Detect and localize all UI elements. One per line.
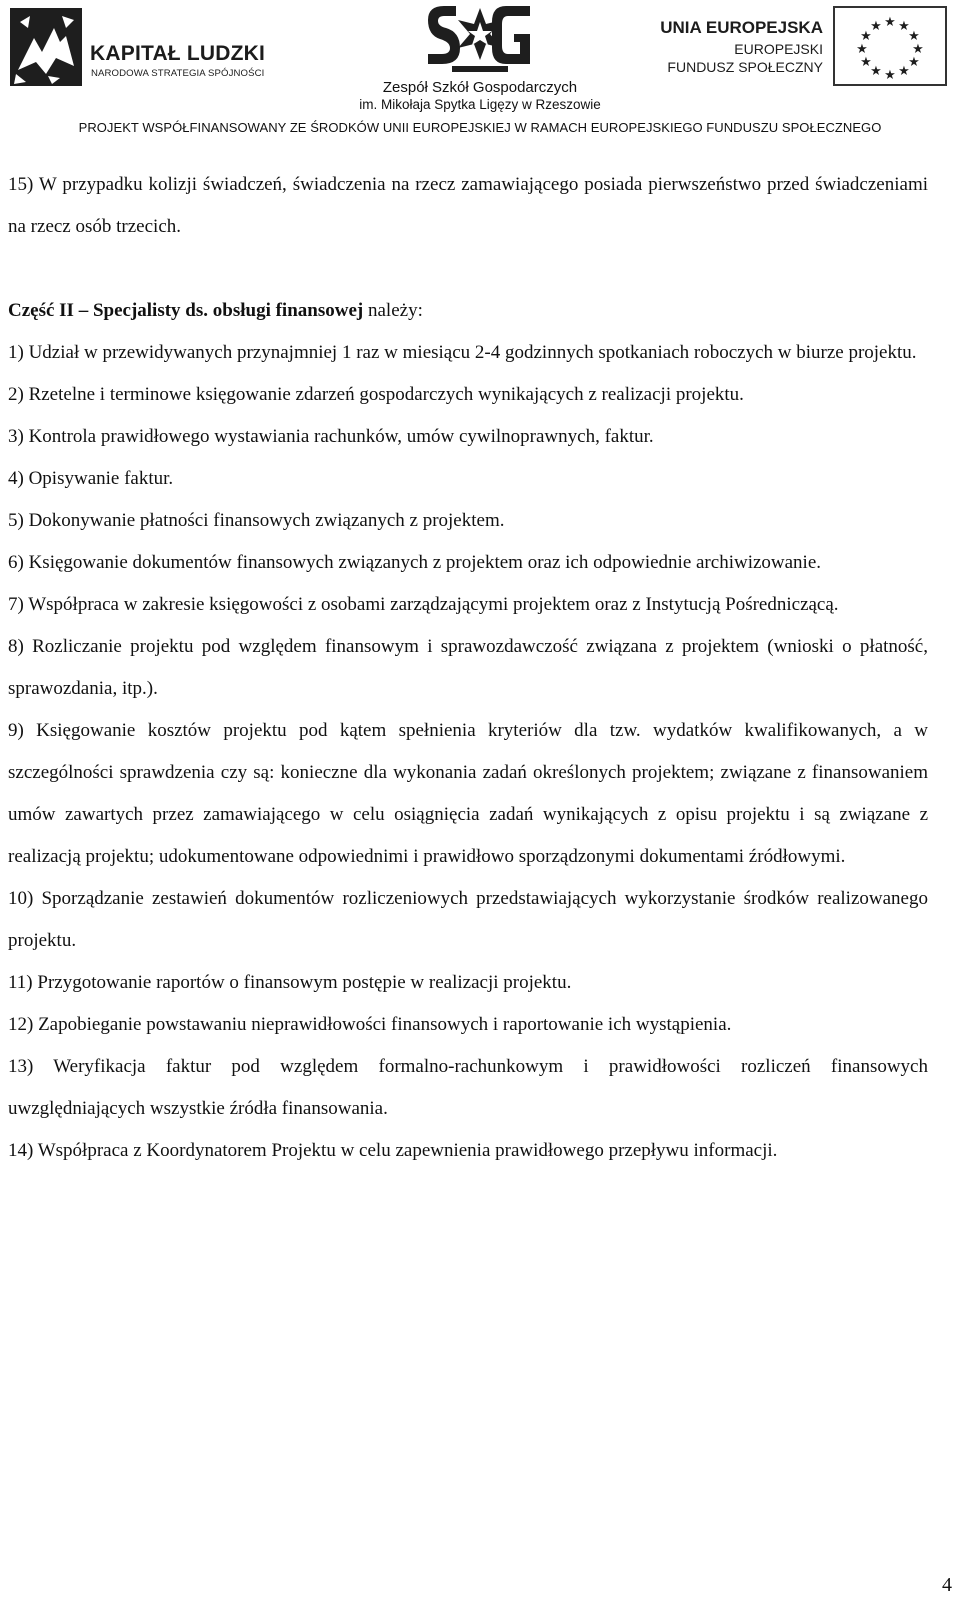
task-item-13: 13) Weryfikacja faktur pod względem formalno-rachunkowym i prawidłowości rozliczeń finansowych uwzględniających wszystkie źródła finansowania. xyxy=(8,1056,928,1119)
svg-text:★: ★ xyxy=(870,64,882,79)
kapital-ludzki-title: KAPITAŁ LUDZKI xyxy=(90,42,266,65)
document-body xyxy=(8,164,928,1172)
svg-text:★: ★ xyxy=(860,29,872,44)
section-heading-bold: Część II – Specjalisty ds. obsługi finansowej xyxy=(8,300,364,321)
task-item-9: 9) Księgowanie kosztów projektu pod kątem spełnienia kryteriów dla tzw. wydatków kwalifikowanych, a w szczególności sprawdzenia czy są: konieczne dla wykonania zadań określonych projektem; związane z finansowaniem umów zawartych przez zamawiającego w celu osiągnięcia zadań wynikających z opisu projektu i są związane z realizacją projektu; udokumentowane odpowiednimi i prawidłowo sporządzonymi dokumentami źródłowymi. xyxy=(8,720,928,867)
eu-flag-icon xyxy=(833,6,947,86)
kapital-ludzki-subtitle: NARODOWA STRATEGIA SPÓJNOŚCI xyxy=(91,68,265,79)
item-15: 15) W przypadku kolizji świadczeń, świadczenia na rzecz zamawiającego posiada pierwszeństwo przed świadczeniami na rzecz osób trzecich. xyxy=(8,174,928,237)
task-item-1: 1) Udział w przewidywanych przynajmniej 1 raz w miesiącu 2-4 godzinnych spotkaniach roboczych w biurze projektu. xyxy=(8,342,917,363)
paragraph-gap xyxy=(8,248,928,290)
school-name: Zespół Szkół Gospodarczych xyxy=(382,79,578,96)
svg-text:★: ★ xyxy=(870,19,882,34)
project-funding-line: PROJEKT WSPÓŁFINANSOWANY ZE ŚRODKÓW UNII EUROPEJSKIEJ W RAMACH EUROPEJSKIEGO FUNDUSZU SPOŁECZNEGO xyxy=(78,120,882,135)
page-header xyxy=(0,0,960,140)
svg-text:★: ★ xyxy=(856,42,868,57)
eu-logo xyxy=(628,6,953,86)
svg-text:★: ★ xyxy=(908,55,920,70)
eu-fund-label-1: EUROPEJSKI xyxy=(734,41,823,57)
eu-union-label: UNIA EUROPEJSKA xyxy=(660,18,823,37)
section-heading-rest: należy: xyxy=(363,300,423,321)
svg-text:★: ★ xyxy=(860,55,872,70)
svg-text:★: ★ xyxy=(908,29,920,44)
task-item-8: 8) Rozliczanie projektu pod względem finansowym i sprawozdawczość związana z projektem (wnioski o płatność, sprawozdania, itp.). xyxy=(8,636,928,699)
task-item-3: 3) Kontrola prawidłowego wystawiania rachunków, umów cywilnoprawnych, faktur. xyxy=(8,426,654,447)
kapital-ludzki-logo xyxy=(8,8,308,88)
svg-text:★: ★ xyxy=(884,15,896,30)
school-emblem-icon xyxy=(422,2,538,76)
task-item-5: 5) Dokonywanie płatności finansowych związanych z projektem. xyxy=(8,510,505,531)
task-item-6: 6) Księgowanie dokumentów finansowych związanych z projektem oraz ich odpowiednie archiwizowanie. xyxy=(8,552,822,573)
task-item-10: 10) Sporządzanie zestawień dokumentów rozliczeniowych przedstawiających wykorzystanie środków realizowanego projektu. xyxy=(8,888,928,951)
task-item-7: 7) Współpraca w zakresie księgowości z osobami zarządzającymi projektem oraz z Instytucją Pośredniczącą. xyxy=(8,594,839,615)
school-logo xyxy=(330,2,630,114)
task-item-11: 11) Przygotowanie raportów o finansowym postępie w realizacji projektu. xyxy=(8,972,572,993)
section-heading xyxy=(8,290,928,332)
task-item-14: 14) Współpraca z Koordynatorem Projektu w celu zapewnienia prawidłowego przepływu informacji. xyxy=(8,1140,778,1161)
kapital-ludzki-emblem-icon xyxy=(8,8,86,88)
task-item-4: 4) Opisywanie faktur. xyxy=(8,468,174,489)
task-item-12: 12) Zapobieganie powstawaniu nieprawidłowości finansowych i raportowanie ich wystąpienia. xyxy=(8,1014,732,1035)
svg-text:★: ★ xyxy=(884,68,896,83)
page-number: 4 xyxy=(942,1574,952,1596)
svg-text:★: ★ xyxy=(898,19,910,34)
eu-fund-label-2: FUNDUSZ SPOŁECZNY xyxy=(667,59,823,75)
task-item-2: 2) Rzetelne i terminowe księgowanie zdarzeń gospodarczych wynikających z realizacji projektu. xyxy=(8,384,744,405)
svg-text:★: ★ xyxy=(912,42,924,57)
school-patron: im. Mikołaja Spytka Ligęzy w Rzeszowie xyxy=(359,97,601,112)
svg-text:★: ★ xyxy=(898,64,910,79)
eu-stars-icon xyxy=(835,8,945,84)
